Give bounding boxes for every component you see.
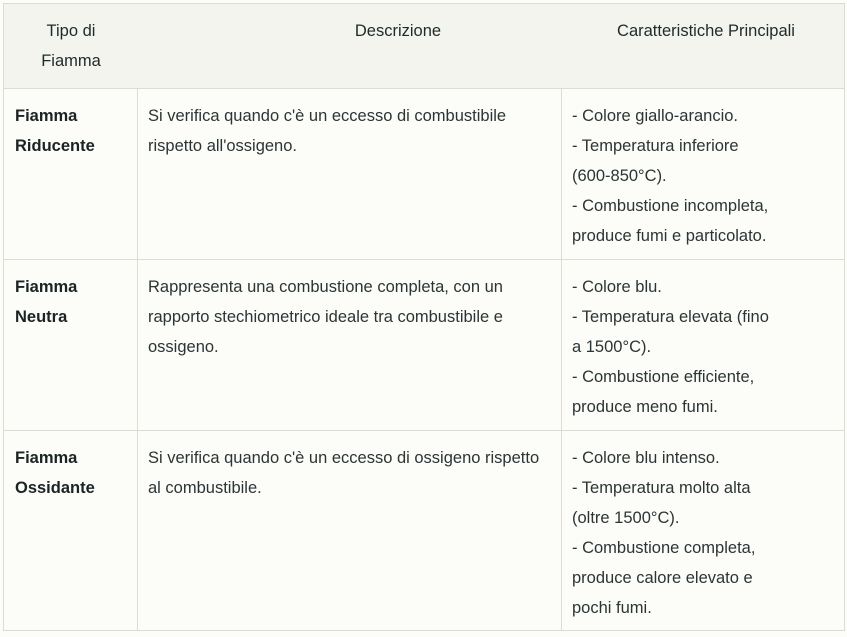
flame-type-label: Fiamma Neutra bbox=[15, 278, 78, 326]
table-row bbox=[4, 431, 844, 630]
table-row bbox=[4, 260, 844, 431]
type-cell bbox=[4, 89, 138, 259]
type-cell bbox=[4, 260, 138, 430]
header-cell-type bbox=[4, 4, 138, 88]
flame-features: - Colore blu intenso. - Temperatura molto alta (oltre 1500°C). - Combustione completa, produce calore elevato e pochi fumi. bbox=[572, 449, 756, 617]
flame-features: - Colore blu. - Temperatura elevata (fino a 1500°C). - Combustione efficiente, produce meno fumi. bbox=[572, 278, 769, 416]
header-cell-description bbox=[138, 4, 562, 88]
flame-types-table bbox=[3, 3, 845, 631]
features-cell bbox=[562, 89, 844, 259]
flame-type-label: Fiamma Riducente bbox=[15, 107, 95, 155]
flame-features: - Colore giallo-arancio. - Temperatura inferiore (600-850°C). - Combustione incompleta, produce fumi e particolato. bbox=[572, 107, 769, 245]
flame-description: Rappresenta una combustione completa, con un rapporto stechiometrico ideale tra combustibile e ossigeno. bbox=[148, 278, 503, 356]
flame-description: Si verifica quando c'è un eccesso di ossigeno rispetto al combustibile. bbox=[148, 449, 540, 497]
header-features-label: Caratteristiche Principali bbox=[617, 22, 795, 40]
description-cell bbox=[138, 260, 562, 430]
flame-type-label: Fiamma Ossidante bbox=[15, 449, 95, 497]
description-cell bbox=[138, 431, 562, 630]
header-cell-features bbox=[562, 4, 844, 88]
description-cell bbox=[138, 89, 562, 259]
features-cell bbox=[562, 431, 844, 630]
header-type-label: Tipo di Fiamma bbox=[41, 22, 101, 70]
flame-description: Si verifica quando c'è un eccesso di combustibile rispetto all'ossigeno. bbox=[148, 107, 507, 155]
header-description-label: Descrizione bbox=[354, 22, 442, 40]
features-cell bbox=[562, 260, 844, 430]
table-row bbox=[4, 89, 844, 260]
type-cell bbox=[4, 431, 138, 630]
table-header-row bbox=[4, 4, 844, 89]
